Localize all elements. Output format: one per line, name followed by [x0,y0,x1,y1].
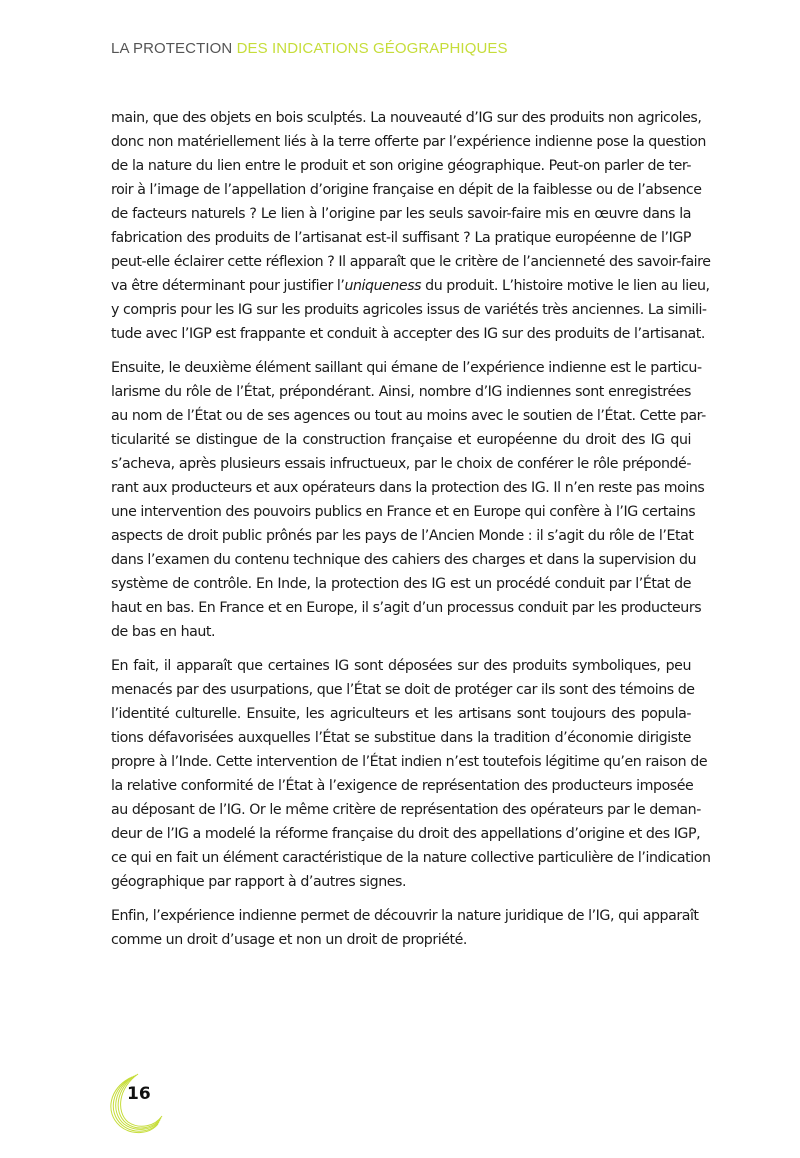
text-line: rant aux producteurs et aux opérateurs dans la protection des IG. Il n’en reste pas moins [111,480,705,496]
text-line: Enfin, l’expérience indienne permet de découvrir la nature juridique de l’IG, qui apparaît [111,908,699,924]
text-line: dans l’examen du contenu technique des cahiers des charges et dans la supervision du [111,552,697,568]
paragraph-3 [111,654,711,894]
text-line: haut en bas. En France et en Europe, il s’agit d’un processus conduit par les producteurs [111,600,702,616]
text-line: la relative conformité de l’État à l’exigence de représentation des producteurs imposée [111,778,694,794]
text-line: tions défavorisées auxquelles l’État se substitue dans la tradition d’économie dirigiste [111,730,691,746]
page-number: 16 [127,1084,151,1104]
text-line: au nom de l’État ou de ses agences ou tout au moins avec le soutien de l’État. Cette par- [111,408,706,424]
text-line: Ensuite, le deuxième élément saillant qui émane de l’expérience indienne est le particu- [111,360,702,376]
text-line: de bas en haut. [111,624,216,640]
text-line: s’acheva, après plusieurs essais infructueux, par le choix de conférer le rôle prépondé- [111,456,691,472]
text-line: y compris pour les IG sur les produits agricoles issus de variétés très anciennes. La simili- [111,302,707,318]
text-line: main, que des objets en bois sculptés. La nouveauté d’IG sur des produits non agricoles, [111,110,702,126]
paragraph-4 [111,904,699,952]
header-title-part1: LA PROTECTION [111,40,233,57]
text-line: menacés par des usurpations, que l’État se doit de protéger car ils sont des témoins de [111,682,695,698]
text-line: fabrication des produits de l’artisanat est-il suffisant ? La pratique européenne de l’IGP [111,230,691,246]
running-header [111,40,508,57]
text-line [111,274,710,298]
text-line: ticularité se distingue de la construction française et européenne du droit des IG qui [111,432,691,448]
paragraph-2 [111,356,706,644]
text-segment: du produit. L’histoire motive le lien au lieu, [421,278,710,294]
text-line: aspects de droit public prônés par les pays de l’Ancien Monde : il s’agit du rôle de l’Etat [111,528,694,544]
text-line: système de contrôle. En Inde, la protection des IG est un procédé conduit par l’État de [111,576,691,592]
text-line: au déposant de l’IG. Or le même critère de représentation des opérateurs par le deman- [111,802,701,818]
text-line: ce qui en fait un élément caractéristique de la nature collective particulière de l’indication [111,850,711,866]
text-line: deur de l’IG a modelé la réforme française du droit des appellations d’origine et des IGP, [111,826,701,842]
text-line: de la nature du lien entre le produit et son origine géographique. Peut-on parler de ter- [111,158,691,174]
paragraph-1 [111,106,711,346]
page-swoosh-icon [100,1070,170,1140]
text-line: géographique par rapport à d’autres signes. [111,874,407,890]
text-line: comme un droit d’usage et non un droit de propriété. [111,932,467,948]
text-line: propre à l’Inde. Cette intervention de l’État indien n’est toutefois légitime qu’en raison de [111,754,708,770]
text-line: peut-elle éclairer cette réflexion ? Il apparaît que le critère de l’ancienneté des savoir-faire [111,254,711,270]
body-text [111,106,711,962]
text-line: l’identité culturelle. Ensuite, les agriculteurs et les artisans sont toujours des popula- [111,706,691,722]
header-title-part2: DES INDICATIONS GÉOGRAPHIQUES [236,40,508,57]
text-line: de facteurs naturels ? Le lien à l’origine par les seuls savoir-faire mis en œuvre dans la [111,206,691,222]
text-line: tude avec l’IGP est frappante et conduit à accepter des IG sur des produits de l’artisanat. [111,326,705,342]
italic-term: uniqueness [344,278,422,294]
text-segment: va être déterminant pour justifier l’ [111,278,345,294]
text-line: donc non matériellement liés à la terre offerte par l’expérience indienne pose la question [111,134,706,150]
text-line: une intervention des pouvoirs publics en France et en Europe qui confère à l’IG certains [111,504,696,520]
text-line: En fait, il apparaît que certaines IG sont déposées sur des produits symboliques, peu [111,658,691,674]
text-line: larisme du rôle de l’État, prépondérant. Ainsi, nombre d’IG indiennes sont enregistrées [111,384,691,400]
text-line: roir à l’image de l’appellation d’origine française en dépit de la faiblesse ou de l’absence [111,182,702,198]
